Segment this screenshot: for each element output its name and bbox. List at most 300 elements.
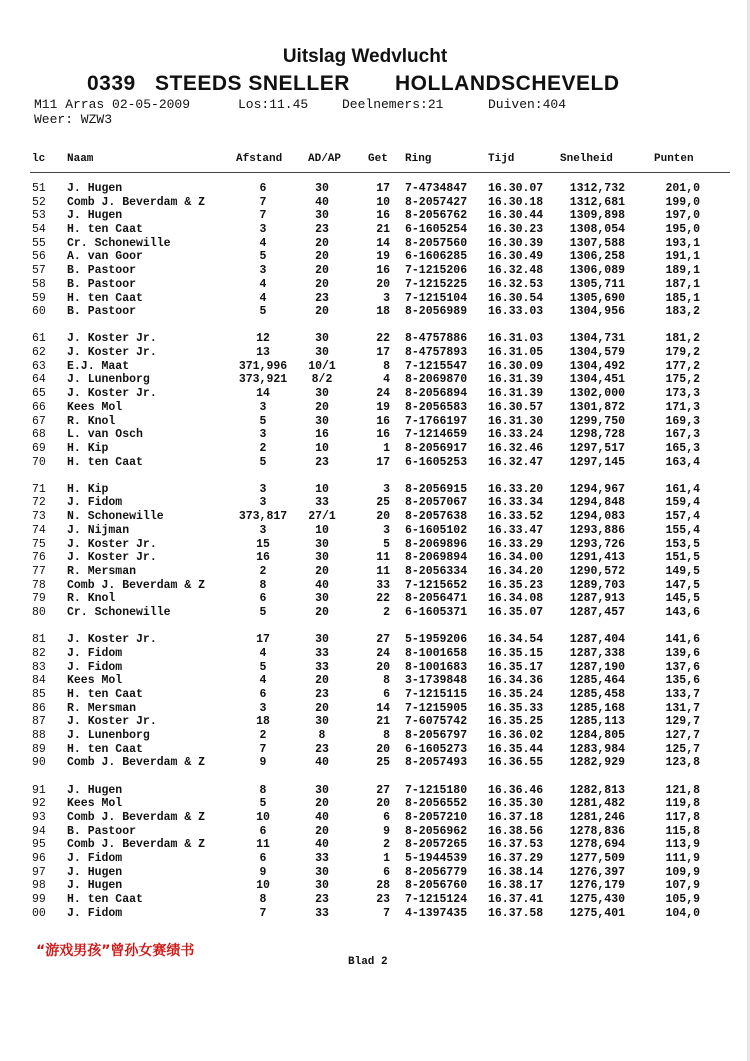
cell-nr: 96 (32, 851, 46, 865)
cell-snel: 1285,113 (569, 715, 625, 729)
cell-naam: J. Koster Jr. (67, 346, 157, 360)
table-row (0, 551, 750, 565)
cell-get: 27 (376, 783, 390, 797)
cell-snel: 1305,690 (569, 291, 625, 305)
table-row (0, 415, 750, 429)
table-row (0, 209, 750, 223)
cell-ring: 8-2057427 (405, 195, 468, 209)
cell-snel: 1301,872 (569, 400, 625, 414)
cell-nr: 99 (32, 893, 46, 906)
table-row (0, 456, 750, 470)
cell-naam: J. Lunenborg (67, 373, 150, 387)
cell-naam: Cr. Schonewille (67, 236, 171, 250)
cell-punt: 127,7 (665, 728, 700, 742)
result-group (0, 633, 750, 770)
col-ring: Ring (405, 153, 432, 165)
cell-snel: 1287,457 (569, 605, 625, 619)
cell-naam: J. Fidom (67, 906, 123, 920)
cell-adap: 20 (315, 305, 329, 319)
cell-tijd: 16.35.15 (488, 646, 544, 660)
table-row (0, 579, 750, 593)
cell-ring: 6-1605102 (405, 523, 468, 537)
cell-nr: 59 (32, 291, 46, 305)
cell-ring: 6-1605371 (405, 605, 468, 619)
cell-get: 21 (376, 715, 390, 729)
cell-ring: 7-1215124 (405, 893, 468, 906)
cell-punt: 173,3 (665, 387, 700, 401)
results-table (0, 182, 750, 934)
cell-adap: 23 (315, 893, 329, 906)
cell-nr: 90 (32, 756, 46, 770)
cell-ring: 7-4734847 (405, 182, 468, 195)
cell-naam: R. Mersman (67, 564, 137, 578)
cell-adap: 20 (315, 236, 329, 250)
header-rule (30, 172, 730, 173)
cell-punt: 169,3 (665, 414, 700, 428)
table-row (0, 510, 750, 524)
cell-nr: 83 (32, 660, 46, 674)
cell-get: 24 (376, 387, 390, 401)
cell-naam: B. Pastoor (67, 264, 137, 278)
table-row (0, 797, 750, 811)
cell-punt: 161,4 (665, 482, 700, 496)
cell-tijd: 16.37.29 (488, 851, 544, 865)
cell-adap: 10 (315, 441, 329, 455)
cell-get: 6 (383, 810, 390, 824)
cell-get: 33 (376, 578, 390, 592)
cell-naam: H. ten Caat (67, 223, 143, 237)
cell-snel: 1281,246 (569, 810, 625, 824)
table-row (0, 237, 750, 251)
cell-adap: 30 (315, 715, 329, 729)
table-row (0, 893, 750, 907)
cell-ring: 3-1739848 (405, 674, 468, 688)
cell-adap: 20 (315, 277, 329, 291)
table-row (0, 661, 750, 675)
cell-adap: 10 (315, 482, 329, 496)
cell-tijd: 16.33.03 (488, 305, 544, 319)
cell-snel: 1282,813 (569, 783, 625, 797)
cell-adap: 10 (315, 523, 329, 537)
cell-punt: 131,7 (665, 701, 700, 715)
cell-punt: 197,0 (665, 209, 700, 223)
cell-afst: 10 (256, 810, 270, 824)
page-number: Blad 2 (348, 956, 388, 968)
cell-get: 20 (376, 742, 390, 756)
cell-afst: 13 (256, 346, 270, 360)
cell-get: 17 (376, 455, 390, 469)
cell-nr: 76 (32, 551, 46, 565)
cell-punt: 185,1 (665, 291, 700, 305)
cell-snel: 1285,168 (569, 701, 625, 715)
cell-get: 8 (383, 359, 390, 373)
cell-nr: 89 (32, 742, 46, 756)
cell-tijd: 16.32.46 (488, 441, 544, 455)
cell-naam: N. Schonewille (67, 510, 164, 524)
cell-naam: J. Hugen (67, 879, 123, 893)
cell-snel: 1299,750 (569, 414, 625, 428)
table-row (0, 223, 750, 237)
cell-naam: Comb J. Beverdam & Z (67, 838, 206, 852)
cell-naam: L. van Osch (67, 428, 143, 442)
cell-snel: 1304,451 (569, 373, 625, 387)
table-row (0, 811, 750, 825)
cell-adap: 8 (318, 728, 326, 742)
cell-punt: 163,4 (665, 455, 700, 469)
cell-naam: J. Lunenborg (67, 728, 150, 742)
cell-afst: 4 (259, 291, 267, 305)
cell-naam: E.J. Maat (67, 359, 130, 373)
cell-get: 3 (383, 482, 390, 496)
cell-snel: 1304,579 (569, 346, 625, 360)
cell-nr: 75 (32, 537, 46, 551)
table-row (0, 866, 750, 880)
cell-get: 11 (376, 551, 390, 565)
table-row (0, 483, 750, 497)
cell-get: 16 (376, 264, 390, 278)
cell-adap: 23 (315, 223, 329, 237)
col-snelheid: Snelheid (560, 153, 613, 165)
cell-get: 6 (383, 687, 390, 701)
cell-snel: 1276,397 (569, 865, 625, 879)
cell-tijd: 16.35.25 (488, 715, 544, 729)
cell-nr: 95 (32, 838, 46, 852)
cell-punt: 104,0 (665, 906, 700, 920)
cell-ring: 8-2057067 (405, 496, 468, 510)
cell-afst: 5 (259, 305, 267, 319)
cell-naam: Comb J. Beverdam & Z (67, 810, 206, 824)
table-row (0, 907, 750, 921)
cell-naam: H. Kip (67, 482, 109, 496)
cell-punt: 195,0 (665, 223, 700, 237)
table-row (0, 360, 750, 374)
table-row (0, 442, 750, 456)
table-row (0, 852, 750, 866)
cell-snel: 1275,401 (569, 906, 625, 920)
cell-naam: Kees Mol (67, 400, 123, 414)
cell-tijd: 16.30.18 (488, 195, 544, 209)
cell-tijd: 16.38.56 (488, 824, 544, 838)
cell-naam: Kees Mol (67, 674, 123, 688)
cell-get: 7 (383, 906, 390, 920)
cell-tijd: 16.33.29 (488, 537, 544, 551)
table-row (0, 647, 750, 661)
cell-get: 21 (376, 223, 390, 237)
cell-naam: J. Fidom (67, 646, 123, 660)
cell-punt: 113,9 (665, 838, 700, 852)
cell-adap: 23 (315, 687, 329, 701)
cell-tijd: 16.35.44 (488, 742, 544, 756)
cell-snel: 1278,836 (569, 824, 625, 838)
cell-adap: 40 (315, 578, 329, 592)
cell-adap: 30 (315, 332, 329, 346)
cell-adap: 20 (315, 701, 329, 715)
cell-punt: 119,8 (665, 797, 700, 811)
cell-get: 24 (376, 646, 390, 660)
cell-afst: 3 (259, 264, 267, 278)
cell-afst: 3 (259, 428, 267, 442)
cell-ring: 8-2056915 (405, 482, 468, 496)
cell-punt: 175,2 (665, 373, 700, 387)
cell-get: 10 (376, 195, 390, 209)
cell-snel: 1289,703 (569, 578, 625, 592)
result-group (0, 483, 750, 620)
club-number: 0339 (87, 72, 136, 95)
cell-afst: 373,817 (238, 510, 288, 524)
cell-ring: 8-2056917 (405, 441, 468, 455)
cell-get: 22 (376, 592, 390, 606)
cell-afst: 2 (259, 441, 267, 455)
cell-nr: 97 (32, 865, 46, 879)
cell-tijd: 16.33.47 (488, 523, 544, 537)
chinese-caption: “游戏男孩”曾孙女赛绩书 (36, 943, 195, 959)
cell-nr: 86 (32, 701, 46, 715)
cell-get: 8 (383, 728, 390, 742)
col-afstand: Afstand (236, 153, 283, 165)
table-row (0, 688, 750, 702)
cell-naam: J. Hugen (67, 209, 123, 223)
cell-tijd: 16.31.03 (488, 332, 544, 346)
cell-adap: 20 (315, 674, 329, 688)
cell-snel: 1284,805 (569, 728, 625, 742)
cell-adap: 40 (315, 195, 329, 209)
cell-adap: 20 (315, 250, 329, 264)
cell-ring: 8-2057265 (405, 838, 468, 852)
cell-get: 6 (383, 865, 390, 879)
cell-ring: 8-2056583 (405, 400, 468, 414)
cell-tijd: 16.35.30 (488, 797, 544, 811)
cell-punt: 107,9 (665, 879, 700, 893)
cell-get: 1 (383, 441, 390, 455)
cell-snel: 1281,482 (569, 797, 625, 811)
cell-get: 9 (383, 824, 390, 838)
cell-punt: 141,6 (665, 633, 700, 647)
cell-get: 4 (383, 373, 390, 387)
cell-tijd: 16.30.09 (488, 359, 544, 373)
cell-afst: 5 (259, 797, 267, 811)
participants-count: Deelnemers:21 (342, 97, 444, 112)
table-row (0, 674, 750, 688)
cell-tijd: 16.37.41 (488, 893, 544, 906)
cell-get: 17 (376, 346, 390, 360)
cell-ring: 8-2056552 (405, 797, 468, 811)
cell-ring: 7-1215652 (405, 578, 468, 592)
cell-punt: 115,8 (665, 824, 700, 838)
cell-snel: 1287,404 (569, 633, 625, 647)
cell-adap: 30 (315, 592, 329, 606)
cell-tijd: 16.35.07 (488, 605, 544, 619)
cell-get: 20 (376, 797, 390, 811)
cell-adap: 30 (315, 387, 329, 401)
result-group (0, 332, 750, 469)
cell-ring: 8-2056760 (405, 879, 468, 893)
cell-nr: 63 (32, 359, 46, 373)
cell-tijd: 16.34.00 (488, 551, 544, 565)
cell-nr: 67 (32, 414, 46, 428)
cell-tijd: 16.31.39 (488, 373, 544, 387)
cell-afst: 6 (259, 687, 267, 701)
table-row (0, 524, 750, 538)
cell-naam: H. ten Caat (67, 291, 143, 305)
cell-naam: Kees Mol (67, 797, 123, 811)
table-row (0, 428, 750, 442)
cell-punt: 133,7 (665, 687, 700, 701)
cell-adap: 30 (315, 209, 329, 223)
cell-get: 19 (376, 400, 390, 414)
cell-adap: 20 (315, 605, 329, 619)
cell-ring: 5-1944539 (405, 851, 468, 865)
cell-tijd: 16.30.44 (488, 209, 544, 223)
cell-adap: 20 (315, 264, 329, 278)
cell-punt: 193,1 (665, 236, 700, 250)
cell-adap: 8/2 (311, 373, 333, 387)
cell-tijd: 16.34.36 (488, 674, 544, 688)
cell-afst: 15 (256, 537, 270, 551)
cell-get: 17 (376, 182, 390, 195)
cell-punt: 151,5 (665, 551, 700, 565)
col-punten: Punten (654, 153, 694, 165)
cell-naam: R. Knol (67, 592, 116, 606)
cell-ring: 6-1605273 (405, 742, 468, 756)
cell-adap: 30 (315, 879, 329, 893)
cell-naam: J. Koster Jr. (67, 715, 157, 729)
cell-ring: 8-2056989 (405, 305, 468, 319)
cell-afst: 2 (259, 728, 267, 742)
result-group (0, 182, 750, 319)
cell-naam: J. Fidom (67, 851, 123, 865)
cell-tijd: 16.38.14 (488, 865, 544, 879)
cell-afst: 6 (259, 592, 267, 606)
cell-snel: 1304,956 (569, 305, 625, 319)
cell-tijd: 16.30.07 (488, 182, 544, 195)
cell-naam: J. Koster Jr. (67, 551, 157, 565)
cell-naam: Comb J. Beverdam & Z (67, 756, 206, 770)
cell-ring: 7-1215225 (405, 277, 468, 291)
cell-ring: 8-2057560 (405, 236, 468, 250)
cell-punt: 145,5 (665, 592, 700, 606)
cell-punt: 121,8 (665, 783, 700, 797)
cell-snel: 1282,929 (569, 756, 625, 770)
cell-afst: 12 (256, 332, 270, 346)
cell-adap: 40 (315, 838, 329, 852)
cell-nr: 80 (32, 605, 46, 619)
cell-ring: 5-1959206 (405, 633, 468, 647)
cell-adap: 27/1 (308, 510, 336, 524)
cell-naam: J. Hugen (67, 182, 123, 195)
cell-naam: B. Pastoor (67, 277, 137, 291)
table-row (0, 332, 750, 346)
cell-tijd: 16.35.33 (488, 701, 544, 715)
cell-get: 25 (376, 496, 390, 510)
cell-ring: 8-2057210 (405, 810, 468, 824)
cell-adap: 20 (315, 797, 329, 811)
cell-snel: 1304,731 (569, 332, 625, 346)
cell-ring: 6-1606285 (405, 250, 468, 264)
cell-snel: 1304,492 (569, 359, 625, 373)
cell-punt: 171,3 (665, 400, 700, 414)
cell-get: 8 (383, 674, 390, 688)
cell-get: 16 (376, 209, 390, 223)
cell-tijd: 16.35.24 (488, 687, 544, 701)
cell-afst: 3 (259, 223, 267, 237)
cell-snel: 1308,054 (569, 223, 625, 237)
cell-ring: 8-2069870 (405, 373, 468, 387)
cell-afst: 3 (259, 496, 267, 510)
cell-ring: 8-4757893 (405, 346, 468, 360)
cell-naam: J. Hugen (67, 783, 123, 797)
cell-snel: 1307,588 (569, 236, 625, 250)
cell-tijd: 16.30.57 (488, 400, 544, 414)
cell-tijd: 16.38.17 (488, 879, 544, 893)
cell-nr: 54 (32, 223, 46, 237)
pigeons-count: Duiven:404 (488, 97, 567, 112)
cell-punt: 123,8 (665, 756, 700, 770)
table-row (0, 182, 750, 196)
cell-afst: 6 (259, 824, 267, 838)
cell-afst: 3 (259, 482, 267, 496)
cell-snel: 1297,517 (569, 441, 625, 455)
cell-afst: 6 (259, 851, 267, 865)
cell-nr: 65 (32, 387, 46, 401)
cell-nr: 62 (32, 346, 46, 360)
cell-adap: 33 (315, 496, 329, 510)
cell-ring: 7-1215905 (405, 701, 468, 715)
table-row (0, 825, 750, 839)
cell-nr: 85 (32, 687, 46, 701)
cell-punt: 149,5 (665, 564, 700, 578)
cell-punt: 165,3 (665, 441, 700, 455)
cell-naam: B. Pastoor (67, 305, 137, 319)
cell-naam: H. ten Caat (67, 455, 143, 469)
cell-tijd: 16.35.23 (488, 578, 544, 592)
cell-afst: 9 (259, 756, 267, 770)
cell-snel: 1306,089 (569, 264, 625, 278)
cell-naam: J. Hugen (67, 865, 123, 879)
cell-afst: 5 (259, 660, 267, 674)
cell-punt: 111,9 (665, 851, 700, 865)
col-tijd: Tijd (488, 153, 515, 165)
race-info: M11 Arras 02-05-2009 (34, 97, 191, 112)
cell-snel: 1293,726 (569, 537, 625, 551)
cell-snel: 1283,984 (569, 742, 625, 756)
cell-punt: 181,2 (665, 332, 700, 346)
cell-afst: 7 (259, 742, 267, 756)
cell-punt: 125,7 (665, 742, 700, 756)
cell-snel: 1312,732 (569, 182, 625, 195)
col-adap: AD/AP (308, 153, 342, 165)
cell-afst: 7 (259, 195, 267, 209)
cell-adap: 30 (315, 865, 329, 879)
cell-get: 3 (383, 523, 390, 537)
table-row (0, 538, 750, 552)
cell-afst: 10 (256, 879, 270, 893)
cell-ring: 8-2057638 (405, 510, 468, 524)
cell-tijd: 16.31.30 (488, 414, 544, 428)
cell-afst: 18 (256, 715, 270, 729)
cell-tijd: 16.30.23 (488, 223, 544, 237)
cell-afst: 3 (259, 701, 267, 715)
cell-snel: 1290,572 (569, 564, 625, 578)
cell-nr: 94 (32, 824, 46, 838)
cell-punt: 109,9 (665, 865, 700, 879)
cell-afst: 3 (259, 523, 267, 537)
col-get: Get (368, 153, 388, 165)
cell-nr: 00 (32, 906, 46, 920)
cell-nr: 88 (32, 728, 46, 742)
cell-nr: 66 (32, 400, 46, 414)
cell-get: 3 (383, 291, 390, 305)
cell-nr: 55 (32, 236, 46, 250)
